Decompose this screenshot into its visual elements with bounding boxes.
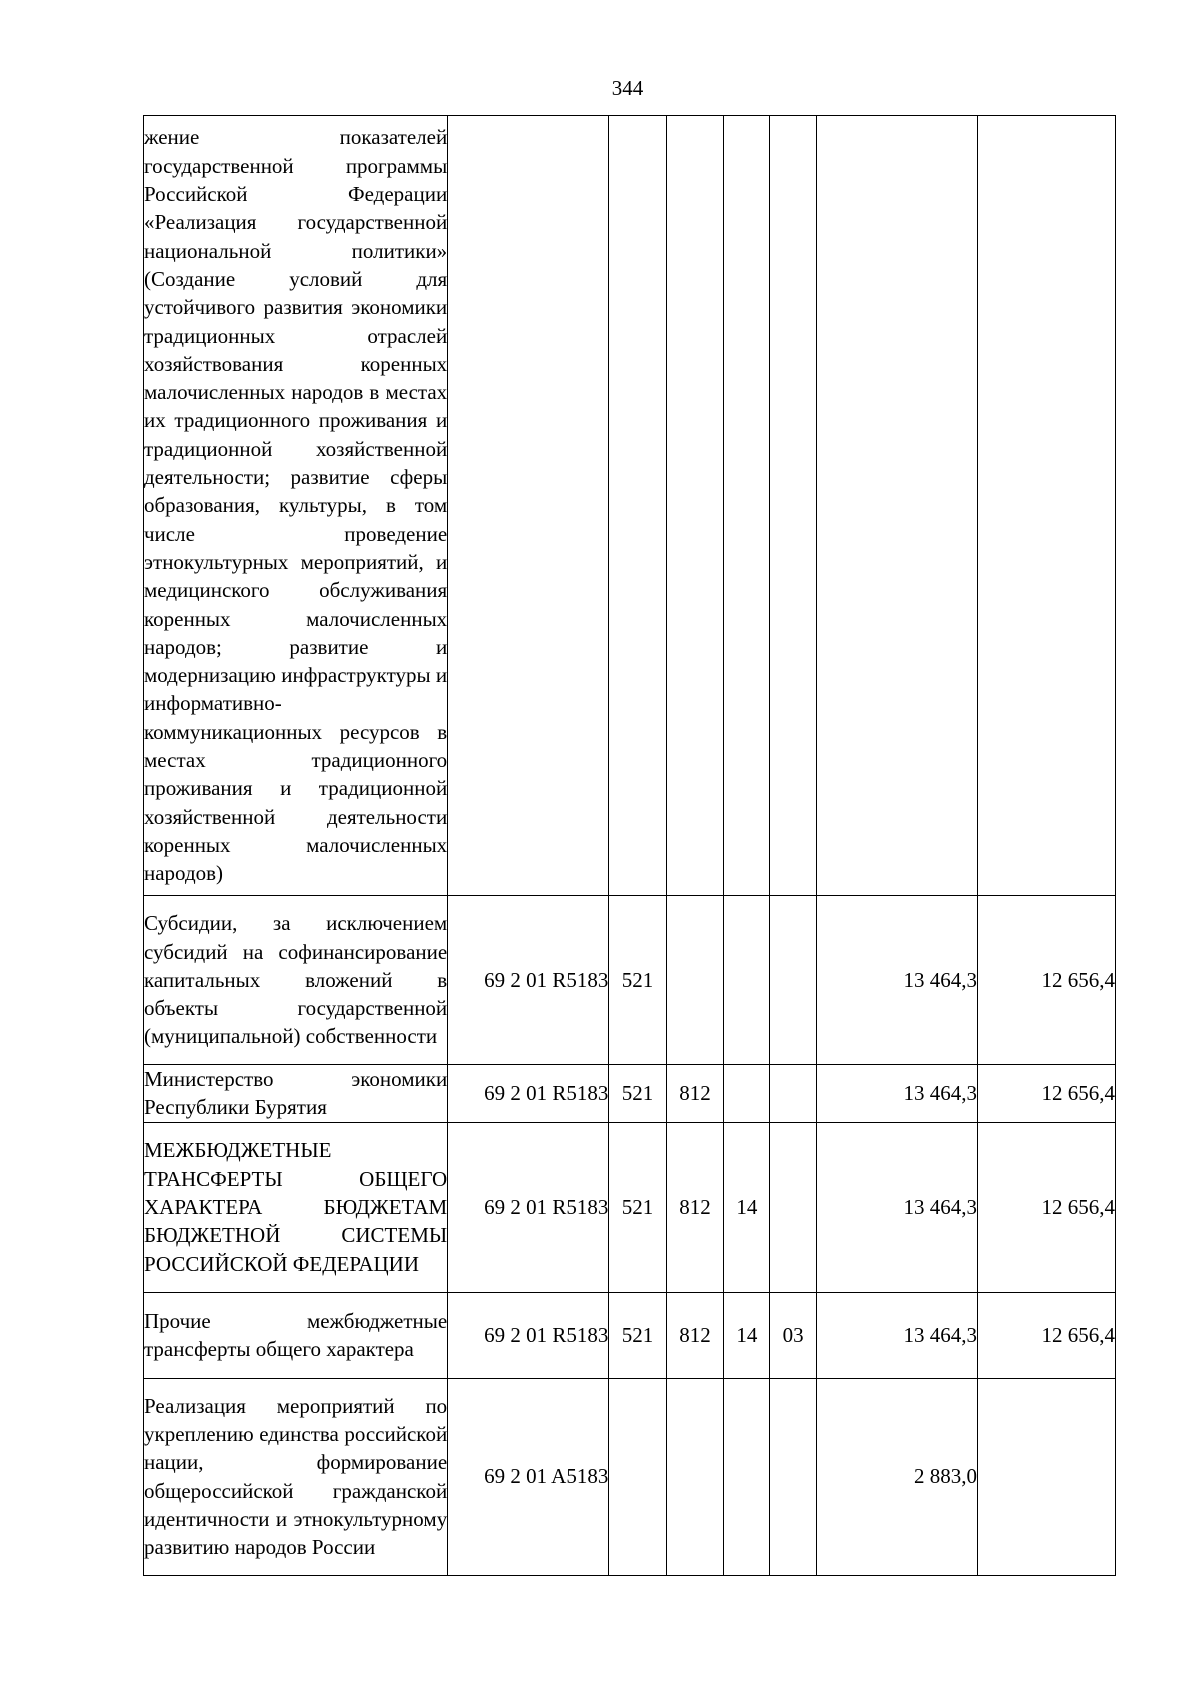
table-row <box>144 1065 1116 1123</box>
amount-second: 12 656,4 <box>977 1292 1115 1378</box>
amount-second: 12 656,4 <box>977 1065 1115 1123</box>
subsection-code <box>770 896 816 1065</box>
section-code <box>724 116 770 896</box>
expense-type-code: 521 <box>609 896 666 1065</box>
section-code <box>724 1065 770 1123</box>
amount-first: 13 464,3 <box>816 1122 977 1292</box>
amount-first <box>816 116 977 896</box>
table-row <box>144 896 1116 1065</box>
subsection-code <box>770 1378 816 1575</box>
row-name: Прочие межбюджетные трансферты общего характера <box>144 1292 448 1378</box>
target-article-code: 69 2 01 A5183 <box>448 1378 609 1575</box>
section-code <box>724 1378 770 1575</box>
section-code: 14 <box>724 1292 770 1378</box>
expense-type-code <box>609 116 666 896</box>
subsection-code <box>770 116 816 896</box>
ministry-code <box>666 1378 723 1575</box>
subsection-code <box>770 1122 816 1292</box>
row-name: жение показателей государственной программы Российской Федерации «Реализация государственной национальной политики» (Создание условий для устойчивого развития экономики традиционных отраслей хозяйствования коренных малочисленных народов в местах их традиционного проживания и традиционной хозяйственной деятельности; развитие сферы образования, культуры, в том числе проведение этнокультурных мероприятий, и медицинского обслуживания коренных малочисленных народов; развитие и модернизацию инфраструктуры и информативно-коммуникационных ресурсов в местах традиционного проживания и традиционной хозяйственной деятельности коренных малочисленных народов) <box>144 116 448 896</box>
amount-first: 13 464,3 <box>816 1292 977 1378</box>
row-name: Реализация мероприятий по укреплению единства российской нации, формирование общероссийской гражданской идентичности и этнокультурному развитию народов России <box>144 1378 448 1575</box>
table-row <box>144 1122 1116 1292</box>
subsection-code <box>770 1065 816 1123</box>
ministry-code <box>666 896 723 1065</box>
amount-second <box>977 1378 1115 1575</box>
amount-first: 13 464,3 <box>816 896 977 1065</box>
target-article-code <box>448 116 609 896</box>
amount-second: 12 656,4 <box>977 896 1115 1065</box>
row-name: МЕЖБЮДЖЕТНЫЕ ТРАНСФЕРТЫ ОБЩЕГО ХАРАКТЕРА БЮДЖЕТАМ БЮДЖЕТНОЙ СИСТЕМЫ РОССИЙСКОЙ ФЕДЕРАЦИИ <box>144 1122 448 1292</box>
page-number: 344 <box>611 76 644 100</box>
target-article-code: 69 2 01 R5183 <box>448 1065 609 1123</box>
table-row <box>144 1378 1116 1575</box>
expense-type-code <box>609 1378 666 1575</box>
expense-type-code: 521 <box>609 1122 666 1292</box>
ministry-code <box>666 116 723 896</box>
budget-table <box>143 115 1116 1576</box>
amount-second <box>977 116 1115 896</box>
target-article-code: 69 2 01 R5183 <box>448 1292 609 1378</box>
table-row <box>144 1292 1116 1378</box>
section-code: 14 <box>724 1122 770 1292</box>
row-name: Субсидии, за исключением субсидий на софинансирование капитальных вложений в объекты государственной (муниципальной) собственности <box>144 896 448 1065</box>
row-name: Министерство экономики Республики Бурятия <box>144 1065 448 1123</box>
expense-type-code: 521 <box>609 1065 666 1123</box>
amount-first: 2 883,0 <box>816 1378 977 1575</box>
section-code <box>724 896 770 1065</box>
subsection-code: 03 <box>770 1292 816 1378</box>
amount-second: 12 656,4 <box>977 1122 1115 1292</box>
ministry-code: 812 <box>666 1065 723 1123</box>
target-article-code: 69 2 01 R5183 <box>448 1122 609 1292</box>
ministry-code: 812 <box>666 1122 723 1292</box>
target-article-code: 69 2 01 R5183 <box>448 896 609 1065</box>
amount-first: 13 464,3 <box>816 1065 977 1123</box>
ministry-code: 812 <box>666 1292 723 1378</box>
table-row <box>144 116 1116 896</box>
expense-type-code: 521 <box>609 1292 666 1378</box>
